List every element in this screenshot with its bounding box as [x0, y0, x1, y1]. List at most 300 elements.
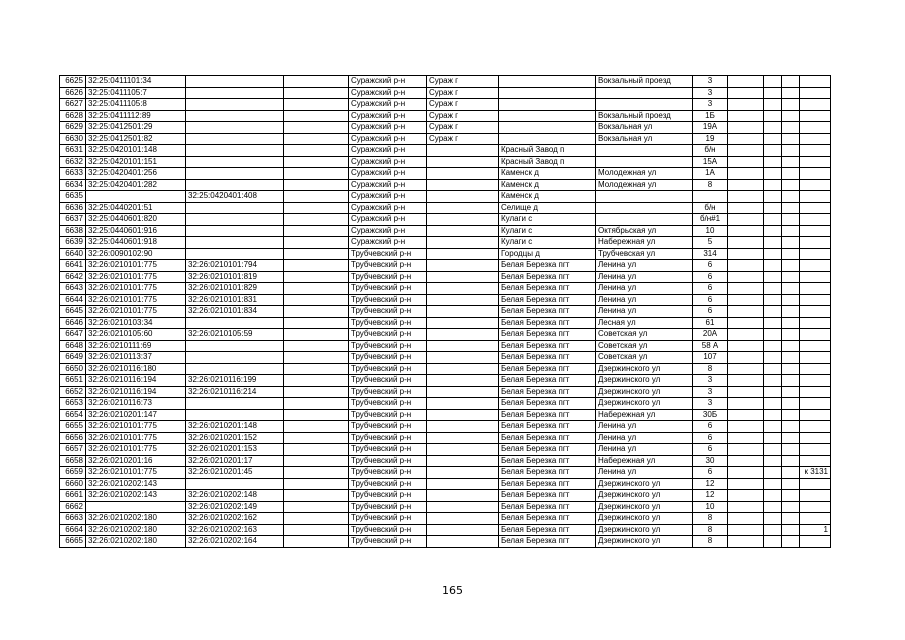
house-number-cell: 58 А: [693, 340, 728, 352]
extra-cell: [764, 306, 782, 318]
extra-cell: [728, 179, 764, 191]
row-number-cell: 6652: [60, 386, 86, 398]
house-number-cell: 8: [693, 179, 728, 191]
empty-cell: [284, 363, 349, 375]
cadastral-number-cell: 32:25:0440601:916: [86, 225, 186, 237]
district-cell: Трубчевский р-н: [349, 409, 427, 421]
street-cell: Советская ул: [596, 329, 693, 341]
table-row: [60, 191, 831, 203]
street-cell: Трубчевская ул: [596, 248, 693, 260]
extra-cell: [764, 271, 782, 283]
related-cadastral-number-cell: [186, 398, 284, 410]
row-number-cell: 6651: [60, 375, 86, 387]
extra-cell: [728, 283, 764, 295]
city-cell: [427, 237, 499, 249]
extra-cell: [782, 478, 800, 490]
street-cell: Молодежная ул: [596, 168, 693, 180]
district-cell: Трубчевский р-н: [349, 513, 427, 525]
table-row: [60, 237, 831, 249]
district-cell: Трубчевский р-н: [349, 375, 427, 387]
city-cell: Сураж г: [427, 76, 499, 88]
note-cell: [800, 156, 831, 168]
city-cell: Сураж г: [427, 110, 499, 122]
city-cell: [427, 156, 499, 168]
district-cell: Трубчевский р-н: [349, 536, 427, 548]
district-cell: Трубчевский р-н: [349, 398, 427, 410]
district-cell: Трубчевский р-н: [349, 271, 427, 283]
empty-cell: [284, 501, 349, 513]
empty-cell: [284, 283, 349, 295]
settlement-cell: Белая Березка пгт: [499, 536, 596, 548]
extra-cell: [782, 99, 800, 111]
street-cell: Ленина ул: [596, 432, 693, 444]
row-number-cell: 6635: [60, 191, 86, 203]
extra-cell: [782, 421, 800, 433]
district-cell: Суражский р-н: [349, 156, 427, 168]
house-number-cell: 8: [693, 513, 728, 525]
empty-cell: [284, 444, 349, 456]
extra-cell: [728, 444, 764, 456]
empty-cell: [284, 271, 349, 283]
row-number-cell: 6650: [60, 363, 86, 375]
table-row: [60, 260, 831, 272]
district-cell: Трубчевский р-н: [349, 340, 427, 352]
city-cell: [427, 513, 499, 525]
street-cell: Дзержинского ул: [596, 490, 693, 502]
city-cell: [427, 283, 499, 295]
extra-cell: [728, 122, 764, 134]
settlement-cell: Белая Березка пгт: [499, 294, 596, 306]
extra-cell: [782, 329, 800, 341]
street-cell: Дзержинского ул: [596, 478, 693, 490]
row-number-cell: 6626: [60, 87, 86, 99]
empty-cell: [284, 513, 349, 525]
extra-cell: [728, 99, 764, 111]
table-row: [60, 145, 831, 157]
note-cell: [800, 455, 831, 467]
district-cell: Трубчевский р-н: [349, 478, 427, 490]
extra-cell: [764, 490, 782, 502]
district-cell: Суражский р-н: [349, 179, 427, 191]
city-cell: [427, 398, 499, 410]
extra-cell: [782, 248, 800, 260]
cadastral-number-cell: 32:26:0210113:37: [86, 352, 186, 364]
city-cell: [427, 455, 499, 467]
house-number-cell: 107: [693, 352, 728, 364]
note-cell: [800, 363, 831, 375]
row-number-cell: 6629: [60, 122, 86, 134]
table-row: [60, 409, 831, 421]
note-cell: [800, 352, 831, 364]
district-cell: Трубчевский р-н: [349, 260, 427, 272]
table-row: [60, 156, 831, 168]
extra-cell: [782, 156, 800, 168]
cadastral-number-cell: 32:26:0210201:16: [86, 455, 186, 467]
cadastral-number-cell: 32:26:0210101:775: [86, 444, 186, 456]
empty-cell: [284, 524, 349, 536]
house-number-cell: 3: [693, 386, 728, 398]
empty-cell: [284, 237, 349, 249]
extra-cell: [782, 409, 800, 421]
related-cadastral-number-cell: [186, 478, 284, 490]
street-cell: Ленина ул: [596, 260, 693, 272]
related-cadastral-number-cell: [186, 317, 284, 329]
cadastral-number-cell: 32:26:0210101:775: [86, 294, 186, 306]
empty-cell: [284, 260, 349, 272]
house-number-cell: 8: [693, 536, 728, 548]
note-cell: [800, 398, 831, 410]
note-cell: [800, 87, 831, 99]
note-cell: [800, 375, 831, 387]
district-cell: Суражский р-н: [349, 214, 427, 226]
settlement-cell: Белая Березка пгт: [499, 260, 596, 272]
house-number-cell: 3: [693, 99, 728, 111]
cadastral-number-cell: 32:25:0412501:29: [86, 122, 186, 134]
cadastral-number-cell: 32:26:0210116:180: [86, 363, 186, 375]
note-cell: [800, 294, 831, 306]
extra-cell: [782, 168, 800, 180]
extra-cell: [728, 524, 764, 536]
row-number-cell: 6644: [60, 294, 86, 306]
extra-cell: [782, 524, 800, 536]
cadastral-number-cell: 32:25:0420101:148: [86, 145, 186, 157]
district-cell: Трубчевский р-н: [349, 317, 427, 329]
house-number-cell: 1Б: [693, 110, 728, 122]
empty-cell: [284, 409, 349, 421]
extra-cell: [764, 444, 782, 456]
note-cell: [800, 432, 831, 444]
extra-cell: [728, 225, 764, 237]
related-cadastral-number-cell: 32:26:0210202:164: [186, 536, 284, 548]
street-cell: Вокзальный проезд: [596, 110, 693, 122]
empty-cell: [284, 536, 349, 548]
extra-cell: [764, 398, 782, 410]
extra-cell: [782, 271, 800, 283]
related-cadastral-number-cell: [186, 76, 284, 88]
empty-cell: [284, 375, 349, 387]
table-row: [60, 490, 831, 502]
table-row: [60, 306, 831, 318]
city-cell: [427, 340, 499, 352]
settlement-cell: Белая Березка пгт: [499, 271, 596, 283]
house-number-cell: 6: [693, 421, 728, 433]
house-number-cell: 19А: [693, 122, 728, 134]
extra-cell: [728, 467, 764, 479]
extra-cell: [764, 76, 782, 88]
cadastral-number-cell: 32:26:0210202:143: [86, 490, 186, 502]
settlement-cell: Городцы д: [499, 248, 596, 260]
settlement-cell: Белая Березка пгт: [499, 409, 596, 421]
house-number-cell: 30Б: [693, 409, 728, 421]
row-number-cell: 6662: [60, 501, 86, 513]
table-row: [60, 110, 831, 122]
note-cell: [800, 513, 831, 525]
related-cadastral-number-cell: 32:25:0420401:408: [186, 191, 284, 203]
settlement-cell: Селище д: [499, 202, 596, 214]
table-row: [60, 329, 831, 341]
street-cell: [596, 191, 693, 203]
note-cell: [800, 191, 831, 203]
city-cell: [427, 179, 499, 191]
extra-cell: [782, 386, 800, 398]
street-cell: Дзержинского ул: [596, 363, 693, 375]
cadastral-number-cell: 32:25:0440201:51: [86, 202, 186, 214]
extra-cell: [728, 168, 764, 180]
extra-cell: [728, 110, 764, 122]
extra-cell: [728, 133, 764, 145]
cadastral-number-cell: 32:26:0210111:69: [86, 340, 186, 352]
empty-cell: [284, 467, 349, 479]
settlement-cell: [499, 99, 596, 111]
row-number-cell: 6627: [60, 99, 86, 111]
settlement-cell: Кулаги с: [499, 214, 596, 226]
district-cell: Суражский р-н: [349, 87, 427, 99]
note-cell: [800, 122, 831, 134]
house-number-cell: 3: [693, 87, 728, 99]
row-number-cell: 6633: [60, 168, 86, 180]
empty-cell: [284, 191, 349, 203]
row-number-cell: 6660: [60, 478, 86, 490]
related-cadastral-number-cell: [186, 202, 284, 214]
house-number-cell: [693, 191, 728, 203]
city-cell: [427, 467, 499, 479]
cadastral-number-cell: 32:25:0440601:918: [86, 237, 186, 249]
row-number-cell: 6646: [60, 317, 86, 329]
extra-cell: [782, 306, 800, 318]
extra-cell: [764, 214, 782, 226]
related-cadastral-number-cell: [186, 352, 284, 364]
row-number-cell: 6664: [60, 524, 86, 536]
settlement-cell: Каменск д: [499, 191, 596, 203]
house-number-cell: 314: [693, 248, 728, 260]
street-cell: Дзержинского ул: [596, 375, 693, 387]
empty-cell: [284, 156, 349, 168]
table-row: [60, 179, 831, 191]
empty-cell: [284, 294, 349, 306]
street-cell: Дзержинского ул: [596, 524, 693, 536]
settlement-cell: Белая Березка пгт: [499, 490, 596, 502]
house-number-cell: 12: [693, 490, 728, 502]
extra-cell: [764, 110, 782, 122]
extra-cell: [764, 409, 782, 421]
row-number-cell: 6648: [60, 340, 86, 352]
street-cell: Вокзальная ул: [596, 133, 693, 145]
related-cadastral-number-cell: 32:26:0210116:199: [186, 375, 284, 387]
row-number-cell: 6645: [60, 306, 86, 318]
note-cell: [800, 283, 831, 295]
table-row: [60, 168, 831, 180]
extra-cell: [782, 432, 800, 444]
extra-cell: [782, 87, 800, 99]
house-number-cell: 19: [693, 133, 728, 145]
extra-cell: [764, 122, 782, 134]
street-cell: Советская ул: [596, 352, 693, 364]
related-cadastral-number-cell: 32:26:0210101:831: [186, 294, 284, 306]
related-cadastral-number-cell: [186, 340, 284, 352]
settlement-cell: [499, 76, 596, 88]
table-row: [60, 340, 831, 352]
empty-cell: [284, 432, 349, 444]
empty-cell: [284, 340, 349, 352]
extra-cell: [764, 317, 782, 329]
extra-cell: [764, 501, 782, 513]
cadastral-number-cell: 32:25:0420101:151: [86, 156, 186, 168]
related-cadastral-number-cell: [186, 248, 284, 260]
note-cell: [800, 179, 831, 191]
city-cell: [427, 478, 499, 490]
cadastral-number-cell: 32:26:0210105:60: [86, 329, 186, 341]
related-cadastral-number-cell: 32:26:0210105:59: [186, 329, 284, 341]
extra-cell: [728, 76, 764, 88]
district-cell: Трубчевский р-н: [349, 421, 427, 433]
cadastral-number-cell: 32:25:0411101:34: [86, 76, 186, 88]
city-cell: Сураж г: [427, 99, 499, 111]
extra-cell: [764, 145, 782, 157]
house-number-cell: 6: [693, 432, 728, 444]
settlement-cell: Белая Березка пгт: [499, 352, 596, 364]
extra-cell: [728, 248, 764, 260]
extra-cell: [764, 168, 782, 180]
table-row: [60, 133, 831, 145]
extra-cell: [782, 110, 800, 122]
city-cell: [427, 317, 499, 329]
street-cell: Советская ул: [596, 340, 693, 352]
city-cell: [427, 386, 499, 398]
table-row: [60, 375, 831, 387]
related-cadastral-number-cell: [186, 179, 284, 191]
table-row: [60, 444, 831, 456]
extra-cell: [782, 375, 800, 387]
house-number-cell: 8: [693, 363, 728, 375]
settlement-cell: Белая Березка пгт: [499, 478, 596, 490]
house-number-cell: 6: [693, 467, 728, 479]
related-cadastral-number-cell: [186, 168, 284, 180]
extra-cell: [728, 421, 764, 433]
table-row: [60, 225, 831, 237]
extra-cell: [764, 340, 782, 352]
extra-cell: [728, 191, 764, 203]
extra-cell: [728, 513, 764, 525]
district-cell: Трубчевский р-н: [349, 352, 427, 364]
extra-cell: [782, 122, 800, 134]
extra-cell: [782, 179, 800, 191]
city-cell: [427, 352, 499, 364]
street-cell: Дзержинского ул: [596, 386, 693, 398]
settlement-cell: [499, 87, 596, 99]
note-cell: [800, 340, 831, 352]
city-cell: [427, 214, 499, 226]
cadastral-number-cell: 32:26:0210202:180: [86, 536, 186, 548]
table-row: [60, 513, 831, 525]
row-number-cell: 6656: [60, 432, 86, 444]
extra-cell: [782, 398, 800, 410]
extra-cell: [728, 156, 764, 168]
cadastral-number-cell: 32:26:0210101:775: [86, 467, 186, 479]
table-row: [60, 317, 831, 329]
empty-cell: [284, 352, 349, 364]
note-cell: [800, 214, 831, 226]
extra-cell: [764, 294, 782, 306]
empty-cell: [284, 225, 349, 237]
row-number-cell: 6632: [60, 156, 86, 168]
street-cell: Ленина ул: [596, 421, 693, 433]
extra-cell: [782, 490, 800, 502]
related-cadastral-number-cell: [186, 237, 284, 249]
cadastral-number-cell: 32:26:0210101:775: [86, 283, 186, 295]
street-cell: Ленина ул: [596, 294, 693, 306]
extra-cell: [764, 202, 782, 214]
house-number-cell: 20А: [693, 329, 728, 341]
district-cell: Трубчевский р-н: [349, 490, 427, 502]
house-number-cell: б/н: [693, 202, 728, 214]
extra-cell: [728, 501, 764, 513]
district-cell: Трубчевский р-н: [349, 306, 427, 318]
row-number-cell: 6637: [60, 214, 86, 226]
city-cell: [427, 191, 499, 203]
empty-cell: [284, 133, 349, 145]
extra-cell: [728, 214, 764, 226]
cadastral-number-cell: 32:26:0210103:34: [86, 317, 186, 329]
settlement-cell: Белая Березка пгт: [499, 329, 596, 341]
district-cell: Трубчевский р-н: [349, 329, 427, 341]
related-cadastral-number-cell: 32:26:0210201:45: [186, 467, 284, 479]
district-cell: Трубчевский р-н: [349, 444, 427, 456]
cadastral-number-cell: 32:26:0210101:775: [86, 421, 186, 433]
house-number-cell: б/н#1: [693, 214, 728, 226]
extra-cell: [728, 352, 764, 364]
extra-cell: [764, 536, 782, 548]
table-row: [60, 122, 831, 134]
district-cell: Трубчевский р-н: [349, 363, 427, 375]
related-cadastral-number-cell: [186, 99, 284, 111]
settlement-cell: Белая Березка пгт: [499, 432, 596, 444]
table-row: [60, 432, 831, 444]
related-cadastral-number-cell: 32:26:0210101:829: [186, 283, 284, 295]
row-number-cell: 6649: [60, 352, 86, 364]
table-row: [60, 99, 831, 111]
settlement-cell: Каменск д: [499, 179, 596, 191]
note-cell: [800, 110, 831, 122]
settlement-cell: [499, 110, 596, 122]
extra-cell: [782, 76, 800, 88]
house-number-cell: 6: [693, 283, 728, 295]
street-cell: Набережная ул: [596, 409, 693, 421]
cadastral-number-cell: 32:26:0210101:775: [86, 432, 186, 444]
street-cell: [596, 214, 693, 226]
extra-cell: [782, 363, 800, 375]
empty-cell: [284, 490, 349, 502]
cadastral-number-cell: 32:25:0411105:8: [86, 99, 186, 111]
note-cell: [800, 421, 831, 433]
note-cell: [800, 76, 831, 88]
related-cadastral-number-cell: 32:26:0210202:162: [186, 513, 284, 525]
empty-cell: [284, 248, 349, 260]
extra-cell: [782, 202, 800, 214]
settlement-cell: Каменск д: [499, 168, 596, 180]
related-cadastral-number-cell: [186, 225, 284, 237]
empty-cell: [284, 386, 349, 398]
table-row: [60, 87, 831, 99]
house-number-cell: 3: [693, 76, 728, 88]
house-number-cell: 10: [693, 501, 728, 513]
settlement-cell: Белая Березка пгт: [499, 363, 596, 375]
settlement-cell: Белая Березка пгт: [499, 386, 596, 398]
street-cell: Вокзальная ул: [596, 122, 693, 134]
empty-cell: [284, 329, 349, 341]
house-number-cell: 5: [693, 237, 728, 249]
table-row: [60, 294, 831, 306]
extra-cell: [764, 432, 782, 444]
